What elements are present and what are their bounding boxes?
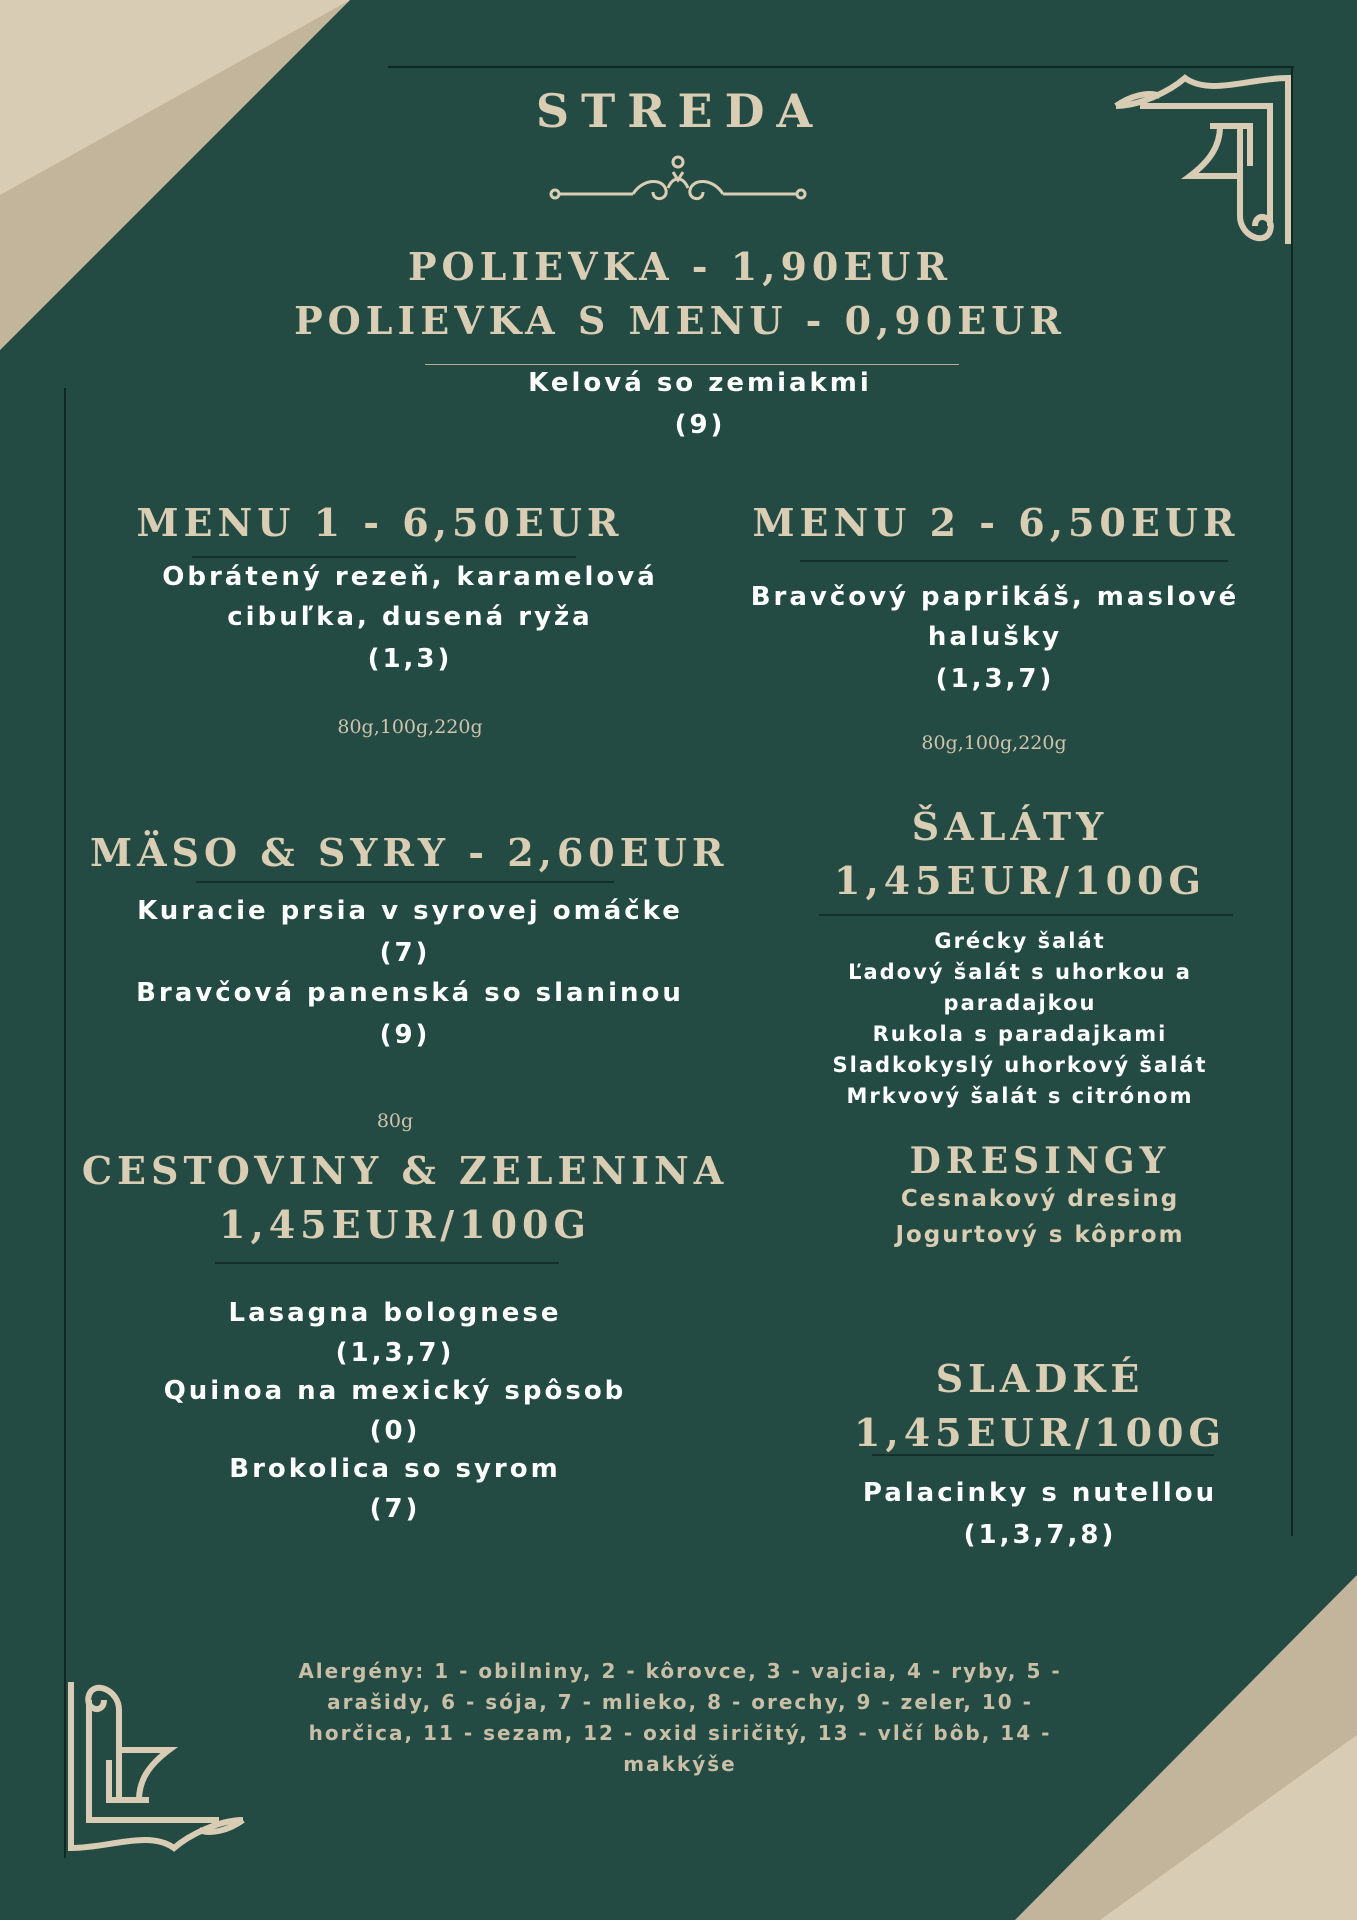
- frame-right-line: [1291, 66, 1293, 1536]
- sweet-title: SLADKÉ: [935, 1356, 1145, 1401]
- menu1-line1: Obrátený rezeň, karamelová: [162, 562, 658, 592]
- soup-allergens: (9): [674, 410, 726, 440]
- sweet-allergens: (1,3,7,8): [963, 1520, 1117, 1550]
- menu1-title: MENU 1 - 6,50EUR: [136, 500, 624, 545]
- menu1-grams: 80g,100g,220g: [337, 716, 483, 738]
- pasta-item-1-allergens: (1,3,7): [335, 1338, 455, 1368]
- pasta-divider: [215, 1262, 559, 1264]
- soup-name: Kelová so zemiakmi: [528, 368, 872, 398]
- meat-grams: 80g: [376, 1110, 414, 1132]
- salad-item: paradajkou: [943, 991, 1097, 1015]
- meat-item-1-allergens: (7): [379, 938, 431, 968]
- salads-price: 1,45EUR/100G: [834, 858, 1206, 903]
- pasta-price: 1,45EUR/100G: [219, 1202, 591, 1247]
- allergen-note-line: makkýše: [623, 1752, 737, 1776]
- menu1-line2: cibuľka, dusená ryža: [227, 602, 593, 632]
- ornament-divider-icon: [548, 148, 808, 208]
- day-title: STREDA: [535, 84, 825, 138]
- dressings-title: DRESINGY: [909, 1140, 1171, 1182]
- menu2-allergens: (1,3,7): [935, 664, 1055, 694]
- meat-divider: [196, 881, 614, 883]
- soup-menu-price: POLIEVKA S MENU - 0,90EUR: [294, 298, 1066, 343]
- salad-item: Grécky šalát: [934, 929, 1106, 953]
- meat-title: MÄSO & SYRY - 2,60EUR: [90, 830, 729, 875]
- salad-item: Ľadový šalát s uhorkou a: [848, 960, 1192, 984]
- pasta-item-2: Quinoa na mexický spôsob: [163, 1376, 627, 1406]
- salads-list: [760, 926, 1280, 1112]
- menu1-divider: [192, 556, 576, 558]
- sweet-divider: [872, 1454, 1214, 1456]
- sweet-price: 1,45EUR/100G: [854, 1410, 1226, 1455]
- menu2-line1: Bravčový paprikáš, maslové: [750, 582, 1240, 612]
- meat-item-2-allergens: (9): [379, 1020, 431, 1050]
- menu2-grams: 80g,100g,220g: [921, 732, 1067, 754]
- menu2-divider: [800, 560, 1228, 562]
- salad-item: Mrkvový šalát s citrónom: [846, 1084, 1194, 1108]
- pasta-title: CESTOVINY & ZELENINA: [81, 1148, 729, 1193]
- salad-item: Rukola s paradajkami: [872, 1022, 1168, 1046]
- dressing-item: Jogurtový s kôprom: [895, 1222, 1185, 1248]
- sweet-name: Palacinky s nutellou: [862, 1478, 1218, 1508]
- soup-divider: [425, 364, 959, 365]
- pasta-item-3-allergens: (7): [369, 1494, 421, 1524]
- pasta-item-3: Brokolica so syrom: [229, 1454, 561, 1484]
- frame-left-line: [64, 388, 66, 1858]
- salads-divider: [819, 914, 1233, 916]
- salad-item: Sladkokyslý uhorkový šalát: [832, 1053, 1208, 1077]
- meat-item-1: Kuracie prsia v syrovej omáčke: [137, 896, 683, 926]
- allergen-note-line: horčica, 11 - sezam, 12 - oxid siričitý, 13 - vlčí bôb, 14 -: [308, 1721, 1052, 1745]
- pasta-item-2-allergens: (0): [369, 1416, 421, 1446]
- corner-ornament-icon: [1110, 66, 1295, 251]
- menu2-line2: halušky: [927, 622, 1063, 652]
- menu2-title: MENU 2 - 6,50EUR: [752, 500, 1240, 545]
- menu1-allergens: (1,3): [367, 644, 453, 674]
- salads-title: ŠALÁTY: [911, 804, 1109, 849]
- allergen-note-line: Alergény: 1 - obilniny, 2 - kôrovce, 3 - vajcia, 4 - ryby, 5 -: [298, 1659, 1062, 1683]
- dressing-item: Cesnakový dresing: [900, 1186, 1180, 1212]
- allergen-note: [180, 1656, 1180, 1780]
- pasta-item-1: Lasagna bolognese: [228, 1298, 562, 1328]
- allergen-note-line: arašidy, 6 - sója, 7 - mlieko, 8 - orechy, 9 - zeler, 10 -: [327, 1690, 1033, 1714]
- soup-price: POLIEVKA - 1,90EUR: [407, 244, 953, 289]
- meat-item-2: Bravčová panenská so slaninou: [136, 978, 684, 1008]
